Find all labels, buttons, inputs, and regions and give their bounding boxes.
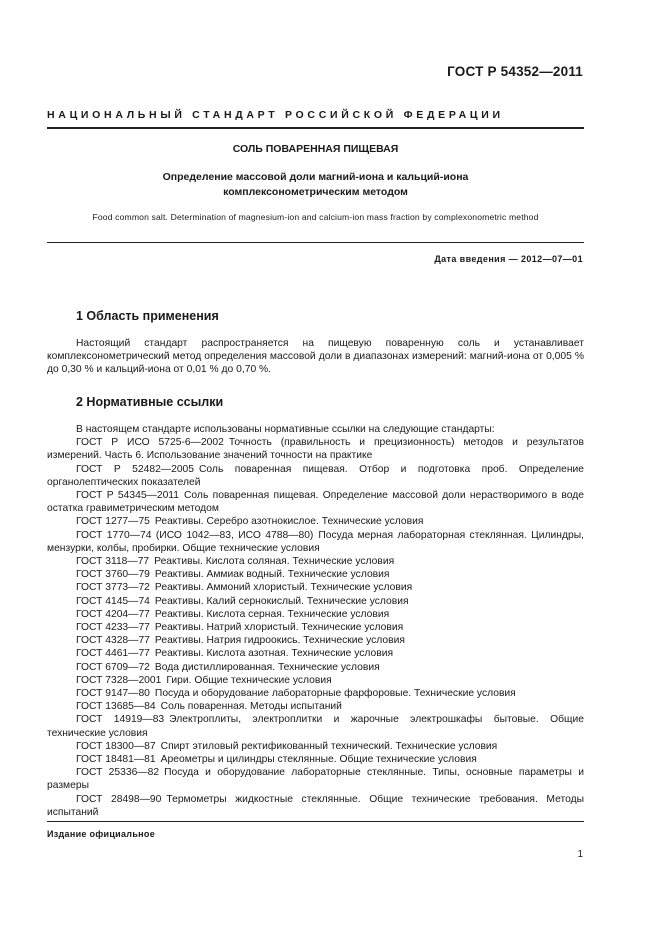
reference-title: Точность (правильность и прецизионность) методов и результатов измерений. Часть 6. Использование значений точности на практике bbox=[47, 437, 584, 462]
reference-title: Вода дистиллированная. Технические условия bbox=[154, 661, 380, 673]
reference-code: ГОСТ 3773—72 bbox=[76, 582, 150, 594]
reference-title: Реактивы. Кислота серная. Технические условия bbox=[154, 608, 390, 620]
reference-code: ГОСТ 1770—74 (ИСО 1042—83, ИСО 4788—80) bbox=[76, 529, 314, 541]
reference-title: Реактивы. Аммоний хлористый. Технические условия bbox=[154, 582, 413, 594]
title-divider bbox=[47, 242, 584, 243]
reference-item bbox=[47, 568, 584, 581]
reference-item bbox=[47, 753, 584, 766]
reference-code: ГОСТ 3118—77 bbox=[76, 556, 150, 568]
reference-item bbox=[47, 674, 584, 687]
section-2-intro: В настоящем стандарте использованы нормативные ссылки на следующие стандарты: bbox=[76, 424, 495, 435]
reference-item bbox=[47, 793, 584, 819]
reference-title: Реактивы. Калий сернокислый. Технические условия bbox=[154, 595, 409, 607]
reference-item bbox=[47, 634, 584, 647]
reference-code: ГОСТ 13685—84 bbox=[76, 701, 156, 713]
reference-title: Посуда мерная лабораторная стеклянная. Цилиндры, мензурки, колбы, пробирки. Общие технические условия bbox=[47, 529, 584, 554]
reference-code: ГОСТ 3760—79 bbox=[76, 569, 150, 581]
reference-code: ГОСТ Р 52482—2005 bbox=[76, 463, 194, 475]
reference-item bbox=[47, 436, 584, 462]
reference-item bbox=[47, 766, 584, 792]
section-1-body bbox=[47, 337, 584, 377]
reference-code: ГОСТ 4204—77 bbox=[76, 608, 150, 620]
reference-title: Электроплиты, электроплитки и жарочные электрошкафы бытовые. Общие технические условия bbox=[47, 714, 585, 739]
reference-title: Реактивы. Кислота соляная. Технические условия bbox=[154, 556, 395, 568]
reference-code: ГОСТ 4328—77 bbox=[76, 635, 150, 647]
document-subtitle bbox=[47, 170, 584, 200]
reference-item bbox=[47, 713, 584, 739]
reference-code: ГОСТ 18300—87 bbox=[76, 740, 156, 752]
reference-item bbox=[47, 489, 584, 515]
english-title: Food common salt. Determination of magnesium-ion and calcium-ion mass fraction by complexonometric method bbox=[92, 212, 539, 222]
reference-code: ГОСТ 28498—90 bbox=[76, 793, 162, 805]
reference-item bbox=[47, 687, 584, 700]
document-title: СОЛЬ ПОВАРЕННАЯ ПИЩЕВАЯ bbox=[232, 143, 399, 155]
reference-code: ГОСТ 25336—82 bbox=[76, 767, 160, 779]
reference-item bbox=[47, 608, 584, 621]
reference-code: ГОСТ 9147—80 bbox=[76, 688, 150, 700]
subtitle-line-1: Определение массовой доли магний-иона и кальций-иона bbox=[162, 171, 469, 183]
reference-code: ГОСТ 1277—75 bbox=[76, 516, 150, 528]
reference-item bbox=[47, 621, 584, 634]
reference-item bbox=[47, 581, 584, 594]
reference-title: Реактивы. Кислота азотная. Технические условия bbox=[154, 648, 394, 660]
reference-item bbox=[47, 515, 584, 528]
reference-code: ГОСТ 4461—77 bbox=[76, 648, 150, 660]
reference-item bbox=[47, 647, 584, 660]
standard-line: НАЦИОНАЛЬНЫЙ СТАНДАРТ РОССИЙСКОЙ ФЕДЕРАЦИИ bbox=[47, 109, 504, 121]
reference-item bbox=[47, 463, 584, 489]
reference-code: ГОСТ Р 54345—2011 bbox=[76, 490, 179, 502]
reference-code: ГОСТ 4233—77 bbox=[76, 622, 150, 634]
reference-list bbox=[47, 436, 584, 819]
reference-item bbox=[47, 740, 584, 753]
reference-item bbox=[47, 661, 584, 674]
reference-title: Соль поваренная пищевая. Отбор и подготовка проб. Определение органолептических показателей bbox=[47, 463, 584, 488]
reference-title: Реактивы. Серебро азотнокислое. Технические условия bbox=[154, 516, 424, 528]
section-1-paragraph: Настоящий стандарт распространяется на пищевую поваренную соль и устанавливает комплексонометрический метод определения массовой доли в диапазонах измерений: магний-иона от 0,005 % до 0,30 % и кальций-иона от 0,01 % до 0,70 %. bbox=[47, 338, 584, 376]
subtitle-line-2: комплексонометрическим методом bbox=[223, 186, 408, 198]
reference-code: ГОСТ 7328—2001 bbox=[76, 674, 162, 686]
reference-code: ГОСТ 14919—83 bbox=[76, 714, 165, 726]
reference-title: Спирт этиловый ректификованный технический. Технические условия bbox=[160, 740, 498, 752]
reference-code: ГОСТ 6709—72 bbox=[76, 661, 150, 673]
top-divider bbox=[47, 127, 584, 129]
reference-title: Посуда и оборудование лабораторные фарфоровые. Технические условия bbox=[154, 688, 516, 700]
reference-item bbox=[47, 555, 584, 568]
reference-code: ГОСТ 18481—81 bbox=[76, 754, 156, 766]
page-number: 1 bbox=[577, 849, 583, 860]
reference-title: Термометры жидкостные стеклянные. Общие технические требования. Методы испытаний bbox=[47, 793, 584, 818]
section-2-heading: 2 Нормативные ссылки bbox=[76, 395, 224, 409]
reference-item bbox=[47, 700, 584, 713]
introduction-date: Дата введения — 2012—07—01 bbox=[434, 254, 583, 264]
reference-title: Соль поваренная. Методы испытаний bbox=[160, 701, 342, 713]
reference-title: Гири. Общие технические условия bbox=[166, 674, 332, 686]
reference-title: Посуда и оборудование лабораторные стеклянные. Типы, основные параметры и размеры bbox=[47, 767, 584, 792]
reference-title: Реактивы. Аммиак водный. Технические условия bbox=[154, 569, 390, 581]
reference-item bbox=[47, 529, 584, 555]
reference-title: Реактивы. Натрия гидроокись. Технические условия bbox=[154, 635, 405, 647]
reference-title: Соль поваренная пищевая. Определение массовой доли нерастворимого в воде остатка гравиметрическим методом bbox=[47, 490, 584, 515]
footer-divider bbox=[47, 821, 584, 822]
reference-item bbox=[47, 595, 584, 608]
reference-title: Ареометры и цилиндры стеклянные. Общие технические условия bbox=[160, 754, 477, 766]
reference-code: ГОСТ Р ИСО 5725-6—2002 bbox=[76, 437, 224, 449]
document-number: ГОСТ Р 54352—2011 bbox=[447, 64, 583, 79]
section-2-body bbox=[47, 423, 584, 819]
reference-title: Реактивы. Натрий хлористый. Технические условия bbox=[154, 622, 404, 634]
edition-note: Издание официальное bbox=[47, 829, 156, 839]
reference-code: ГОСТ 4145—74 bbox=[76, 595, 150, 607]
section-1-heading: 1 Область применения bbox=[76, 309, 219, 323]
